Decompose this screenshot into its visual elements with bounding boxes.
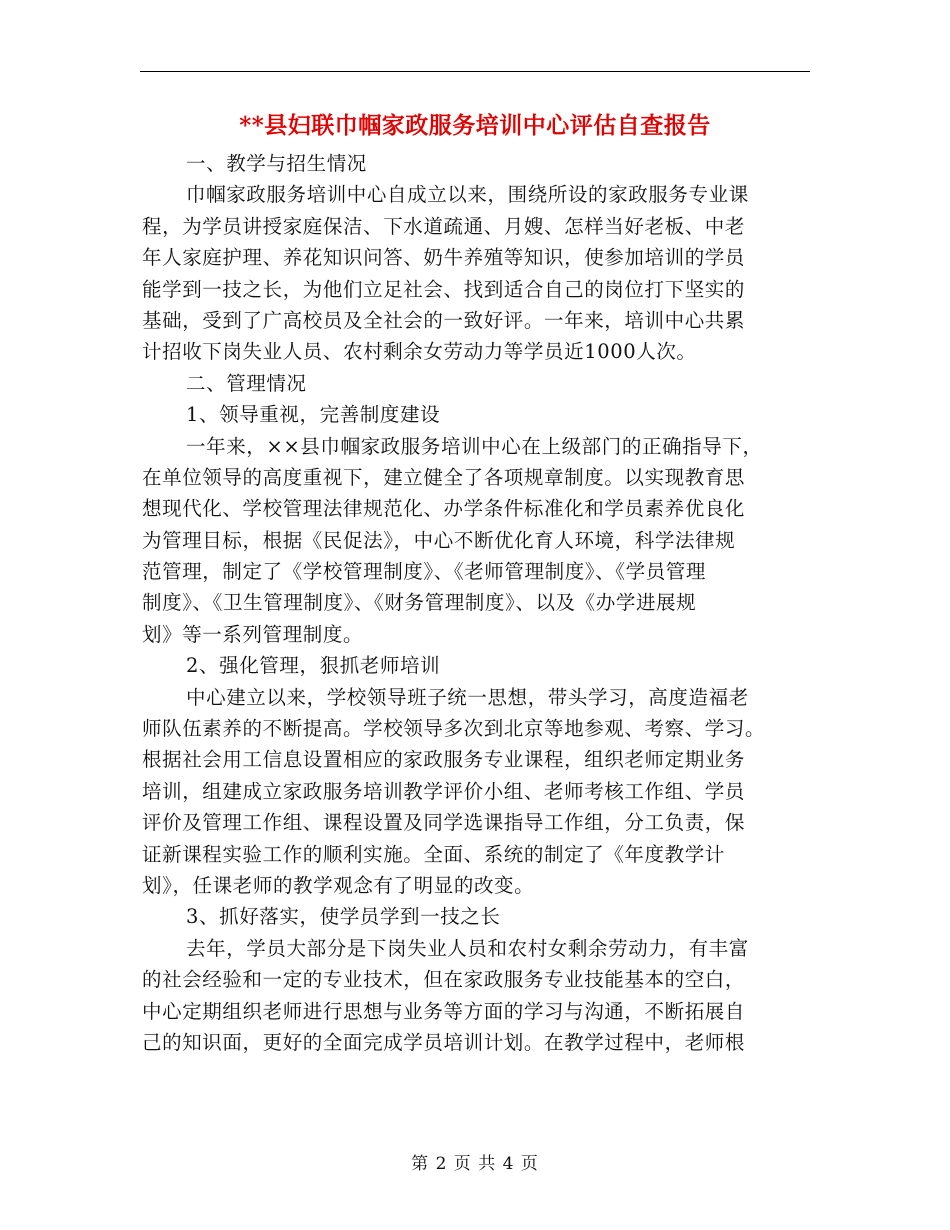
body-line: 3、抓好落实，使学员学到一技之长 xyxy=(186,905,501,929)
document-title: **县妇联巾帼家政服务培训中心评估自查报告 xyxy=(239,112,711,139)
body-line: 去年，学员大部分是下岗失业人员和农村女剩余劳动力，有丰富 xyxy=(186,936,749,960)
body-line: 年人家庭护理、养花知识问答、奶牛养殖等知识，使参加培训的学员 xyxy=(142,246,746,270)
body-line: 二、管理情况 xyxy=(186,371,307,395)
body-line: 为管理目标，根据《民促法》，中心不断优化育人环境，科学法律规 xyxy=(142,528,736,552)
body-line: 能学到一技之长，为他们立足社会、找到适合自己的岗位打下坚实的 xyxy=(142,277,746,301)
body-line: 一年来，××县巾帼家政服务培训中心在上级部门的正确指导下， xyxy=(186,434,763,458)
body-line: 培训，组建成立家政服务培训教学评价小组、老师考核工作组、学员 xyxy=(142,779,746,803)
body-line: 范管理，制定了《学校管理制度》、《老师管理制度》、《学员管理 xyxy=(142,560,707,584)
body-line: 基础，受到了广高校员及全社会的一致好评。一年来，培训中心共累 xyxy=(142,308,746,332)
body-line: 划》，任课老师的教学观念有了明显的改变。 xyxy=(142,873,535,897)
body-line: 中心定期组织老师进行思想与业务等方面的学习与沟通，不断拓展自 xyxy=(142,999,746,1023)
body-line: 证新课程实验工作的顺利实施。全面、系统的制定了《年度教学计 xyxy=(142,842,725,866)
page-footer: 第 2 页 共 4 页 xyxy=(411,1154,539,1174)
body-line: 划》等一系列管理制度。 xyxy=(142,622,364,646)
body-line: 己的知识面，更好的全面完成学员培训计划。在教学过程中，老师根 xyxy=(142,1030,746,1054)
body-line: 计招收下岗失业人员、农村剩余女劳动力等学员近1000人次。 xyxy=(142,340,697,364)
body-line: 在单位领导的高度重视下，建立健全了各项规章制度。以实现教育思 xyxy=(142,465,746,489)
body-line: 的社会经验和一定的专业技术，但在家政服务专业技能基本的空白， xyxy=(142,968,746,992)
body-line: 根据社会用工信息设置相应的家政服务专业课程，组织老师定期业务 xyxy=(142,748,746,772)
body-line: 2、强化管理，狠抓老师培训 xyxy=(186,654,441,678)
body-line: 评价及管理工作组、课程设置及同学选课指导工作组，分工负责，保 xyxy=(142,811,746,835)
body-line: 巾帼家政服务培训中心自成立以来，围绕所设的家政服务专业课 xyxy=(186,183,749,207)
body-line: 中心建立以来，学校领导班子统一思想，带头学习，高度造福老 xyxy=(186,685,749,709)
body-line: 师队伍素养的不断提高。学校领导多次到北京等地参观、考察、学习。 xyxy=(142,717,766,741)
header-rule xyxy=(140,71,810,72)
body-line: 1、领导重视，完善制度建设 xyxy=(186,403,441,427)
body-line: 程，为学员讲授家庭保洁、下水道疏通、月嫂、怎样当好老板、中老 xyxy=(142,214,746,238)
body-line: 制度》、《卫生管理制度》、《财务管理制度》、以及《办学进展规 xyxy=(142,591,697,615)
body-line: 想现代化、学校管理法律规范化、办学条件标准化和学员素养优良化 xyxy=(142,497,746,521)
body-line: 一、教学与招生情况 xyxy=(186,152,367,175)
document-body xyxy=(142,148,810,1058)
